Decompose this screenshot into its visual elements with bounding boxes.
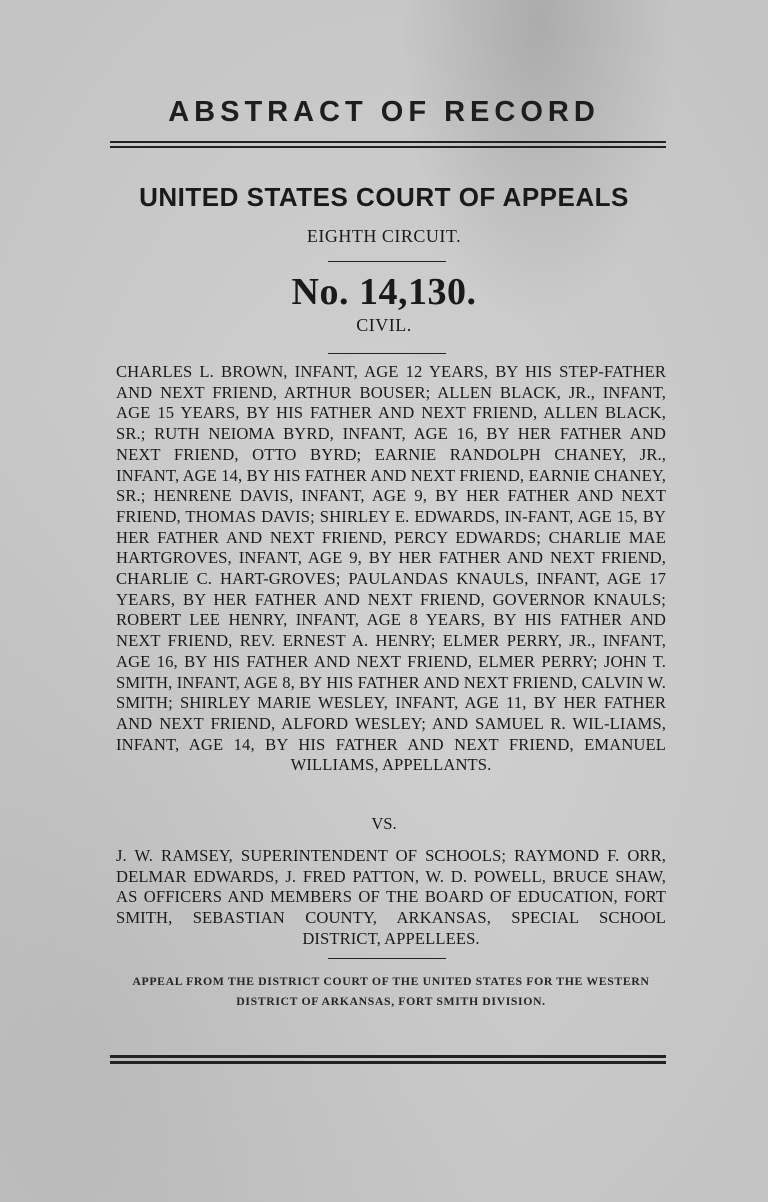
top-double-rule <box>110 141 666 148</box>
divider-rule <box>328 353 446 354</box>
circuit-name: EIGHTH CIRCUIT. <box>306 226 462 246</box>
case-number: No. 14,130. <box>291 271 477 313</box>
appeal-note: APPEAL FROM THE DISTRICT COURT OF THE UNITED STATES FOR THE WESTERN DISTRICT OF ARKANSAS, FORT SMITH DIVISION. <box>132 974 650 1008</box>
divider-rule <box>328 261 446 262</box>
appellees-paragraph: J. W. RAMSEY, SUPERINTENDENT OF SCHOOLS; RAYMOND F. ORR, DELMAR EDWARDS, J. FRED PATTON, W. D. POWELL, BRUCE SHAW, AS OFFICERS AND MEMBERS OF THE BOARD OF EDUCATION, FORT SMITH, SEBASTIAN COUNTY, ARKANSAS, SPECIAL SCHOOL DISTRICT, APPELLEES. <box>116 846 666 948</box>
case-type: CIVIL. <box>356 315 412 335</box>
bottom-double-rule <box>110 1055 666 1064</box>
court-name: UNITED STATES COURT OF APPEALS <box>139 182 629 212</box>
versus-label: VS. <box>371 814 397 833</box>
appellants-paragraph: CHARLES L. BROWN, INFANT, AGE 12 YEARS, BY HIS STEP-FATHER AND NEXT FRIEND, ARTHUR BOUSER; ALLEN BLACK, JR., INFANT, AGE 15 YEARS, BY HIS FATHER AND NEXT FRIEND, ALLEN BLACK, SR.; RUTH NEIOMA BYRD, INFANT, AGE 16, BY HER FATHER AND NEXT FRIEND, OTTO BYRD; EARNIE RANDOLPH CHANEY, JR., INFANT, AGE 14, BY HIS FATHER AND NEXT FRIEND, EARNIE CHANEY, SR.; HENRENE DAVIS, INFANT, AGE 9, BY HER FATHER AND NEXT FRIEND, THOMAS DAVIS; SHIRLEY E. EDWARDS, IN-FANT, AGE 15, BY HER FATHER AND NEXT FRIEND, PERCY EDWARDS; CHARLIE MAE HARTGROVES, INFANT, AGE 9, BY HER FATHER AND NEXT FRIEND, CHARLIE C. HART-GROVES; PAULANDAS KNAULS, INFANT, AGE 17 YEARS, BY HER FATHER AND NEXT FRIEND, GOVERNOR KNAULS; ROBERT LEE HENRY, INFANT, AGE 8 YEARS, BY HIS FATHER AND NEXT FRIEND, REV. ERNEST A. HENRY; ELMER PERRY, JR., INFANT, AGE 16, BY HIS FATHER AND NEXT FRIEND, ELMER PERRY; JOHN T. SMITH, INFANT, AGE 8, BY HIS FATHER AND NEXT FRIEND, CALVIN W. SMITH; SHIRLEY MARIE WESLEY, INFANT, AGE 11, BY HER FATHER AND NEXT FRIEND, ALFORD WESLEY; AND SAMUEL R. WIL-LIAMS, INFANT, AGE 14, BY HIS FATHER AND NEXT FRIEND, EMANUEL WILLIAMS, APPELLANTS. <box>116 362 666 775</box>
abstract-heading: ABSTRACT OF RECORD <box>168 96 600 128</box>
divider-rule <box>328 958 446 959</box>
